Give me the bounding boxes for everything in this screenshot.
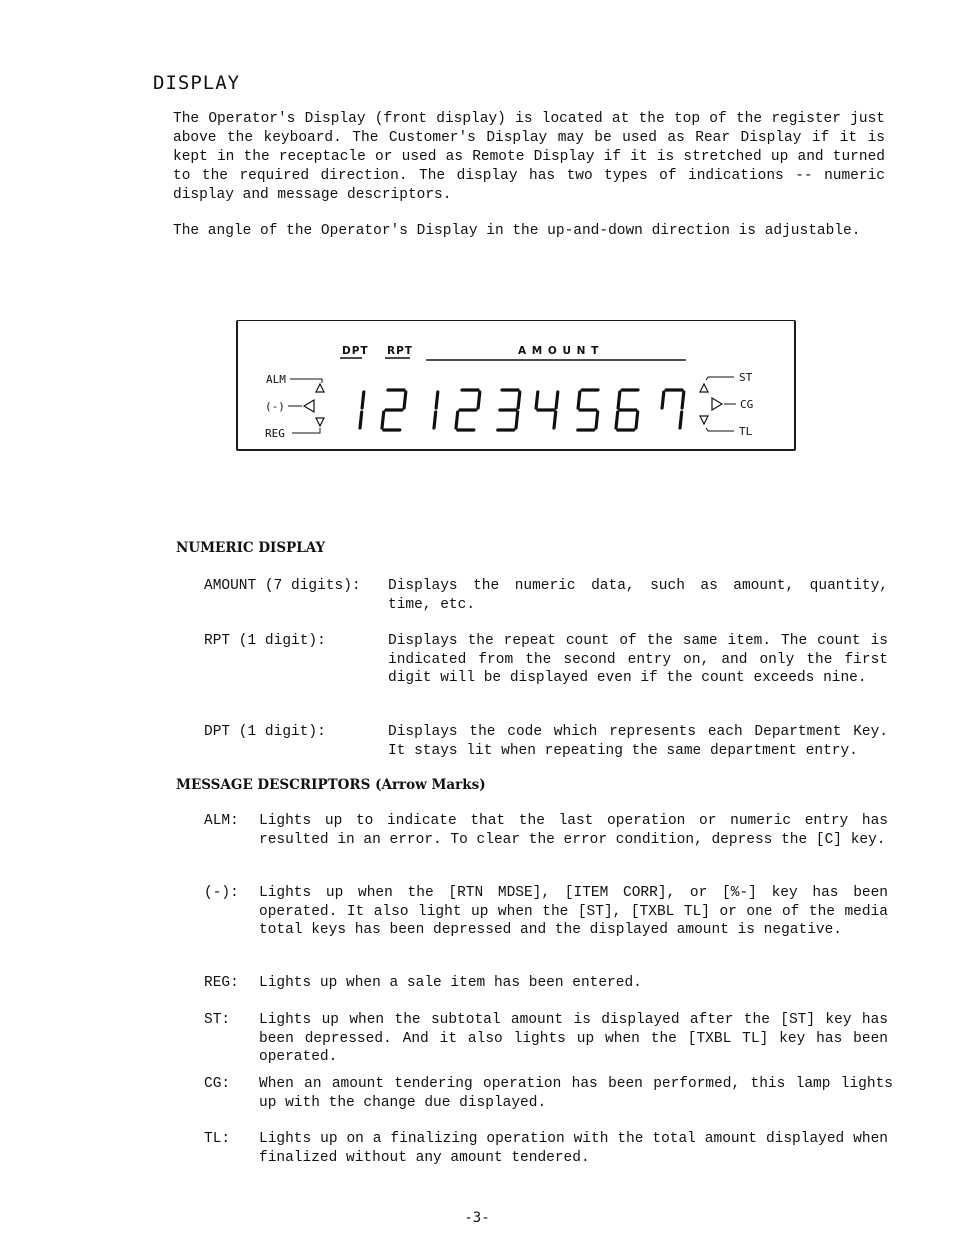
amount-description: Displays the numeric data, such as amount, quantity, time, etc. [388,578,888,613]
dpt-header-label: DPT [342,345,369,357]
seven-segment-digits [360,390,684,430]
st-description: Lights up when the subtotal amount is displayed after the [ST] key has been depressed. And it also lights up when the [TXBL TL] key has been operated. [259,1012,888,1065]
alm-leader-line [290,379,322,383]
rpt-description: Displays the repeat count of the same item. The count is indicated from the second entry on, and only the first digit will be displayed even if the count exceeds nine. [388,633,888,686]
digit-4 [534,392,558,428]
section-title: DISPLAY [153,72,241,94]
segment-c [680,412,682,428]
amount-term: AMOUNT (7 digits): [204,578,361,594]
alm-description: Lights up to indicate that the last operation or numeric entry has resulted in an error. To clear the error condition, depress the [C] key. [259,813,888,848]
digit-1 [360,392,364,428]
minus-arrow-mark [304,400,314,412]
segment-c [554,412,556,428]
segment-c [636,412,638,428]
cg-term: CG: [204,1076,231,1092]
digit-6 [616,390,640,430]
segment-b [362,392,364,408]
alm-term: ALM: [204,813,239,829]
display-figure [236,320,796,454]
rpt-header-label: RPT [387,345,413,357]
display-diagram [236,320,796,454]
tl-term: TL: [204,1131,231,1147]
page-number: -3- [464,1210,490,1226]
segment-c [596,412,598,428]
digit-2 [456,390,480,430]
digit-3 [498,390,520,430]
segment-f [662,392,664,408]
intro-paragraph-2: The angle of the Operator's Display in the up-and-down direction is adjustable. [173,223,861,239]
segment-b [478,392,480,408]
segment-e [616,412,618,428]
tl-description: Lights up on a finalizing operation with the total amount displayed when finalized without any amount tendered. [259,1131,888,1166]
st-label: ST [739,371,753,384]
tl-leader-line [706,428,734,431]
rpt-term: RPT (1 digit): [204,633,326,649]
cg-arrow-mark [712,398,722,410]
amount-header-label: A M O U N T [518,345,600,357]
dpt-description: Displays the code which represents each Department Key. It stays lit when repeating the same department entry. [388,724,888,759]
reg-term: REG: [204,975,239,991]
reg-description: Lights up when a sale item has been entered. [259,975,642,991]
numeric-display-title: NUMERIC DISPLAY [176,540,326,556]
reg-arrow-mark [316,418,324,426]
digit-7 [660,390,684,428]
segment-b [436,392,438,408]
alm-arrow-mark [316,384,324,392]
digit-2 [382,390,406,430]
digit-1 [434,392,438,428]
segment-f [536,392,538,408]
tl-arrow-mark [700,416,708,424]
intro-paragraph-1: The Operator's Display (front display) is located at the top of the register just above the keyboard. The Customer's Display may be used as Rear Display if it is kept in the receptacle or used as Remote Display if it is stretched up and turned to the required direction. The display has two types of indications -- numeric display and message descriptors. [173,111,885,203]
segment-c [360,412,362,428]
segment-e [456,412,458,428]
st-leader-line [706,377,734,380]
st-term: ST: [204,1012,231,1028]
message-descriptors-title: MESSAGE DESCRIPTORS (Arrow Marks) [176,777,486,793]
segment-b [518,392,520,408]
minus-label: (-) [265,400,285,413]
reg-leader-line [292,428,320,433]
tl-label: TL [739,425,753,438]
reg-label: REG [265,427,285,440]
segment-b [556,392,558,408]
segment-c [516,412,518,428]
digit-5 [576,390,600,430]
cg-label: CG [740,398,754,411]
st-arrow-mark [700,384,708,392]
alm-label: ALM [266,373,286,386]
cg-description: When an amount tendering operation has been performed, this lamp lights up with the change due displayed. [259,1076,893,1111]
segment-f [578,392,580,408]
minus-term: (-): [204,885,239,901]
segment-b [404,392,406,408]
segment-f [618,392,620,408]
segment-e [382,412,384,428]
segment-b [682,392,684,408]
dpt-term: DPT (1 digit): [204,724,326,740]
minus-description: Lights up when the [RTN MDSE], [ITEM CORR], or [%-] key has been operated. It also light up when the [ST], [TXBL TL] or one of the media total keys has been depressed and the displayed amount is negative. [259,885,888,938]
segment-c [434,412,436,428]
